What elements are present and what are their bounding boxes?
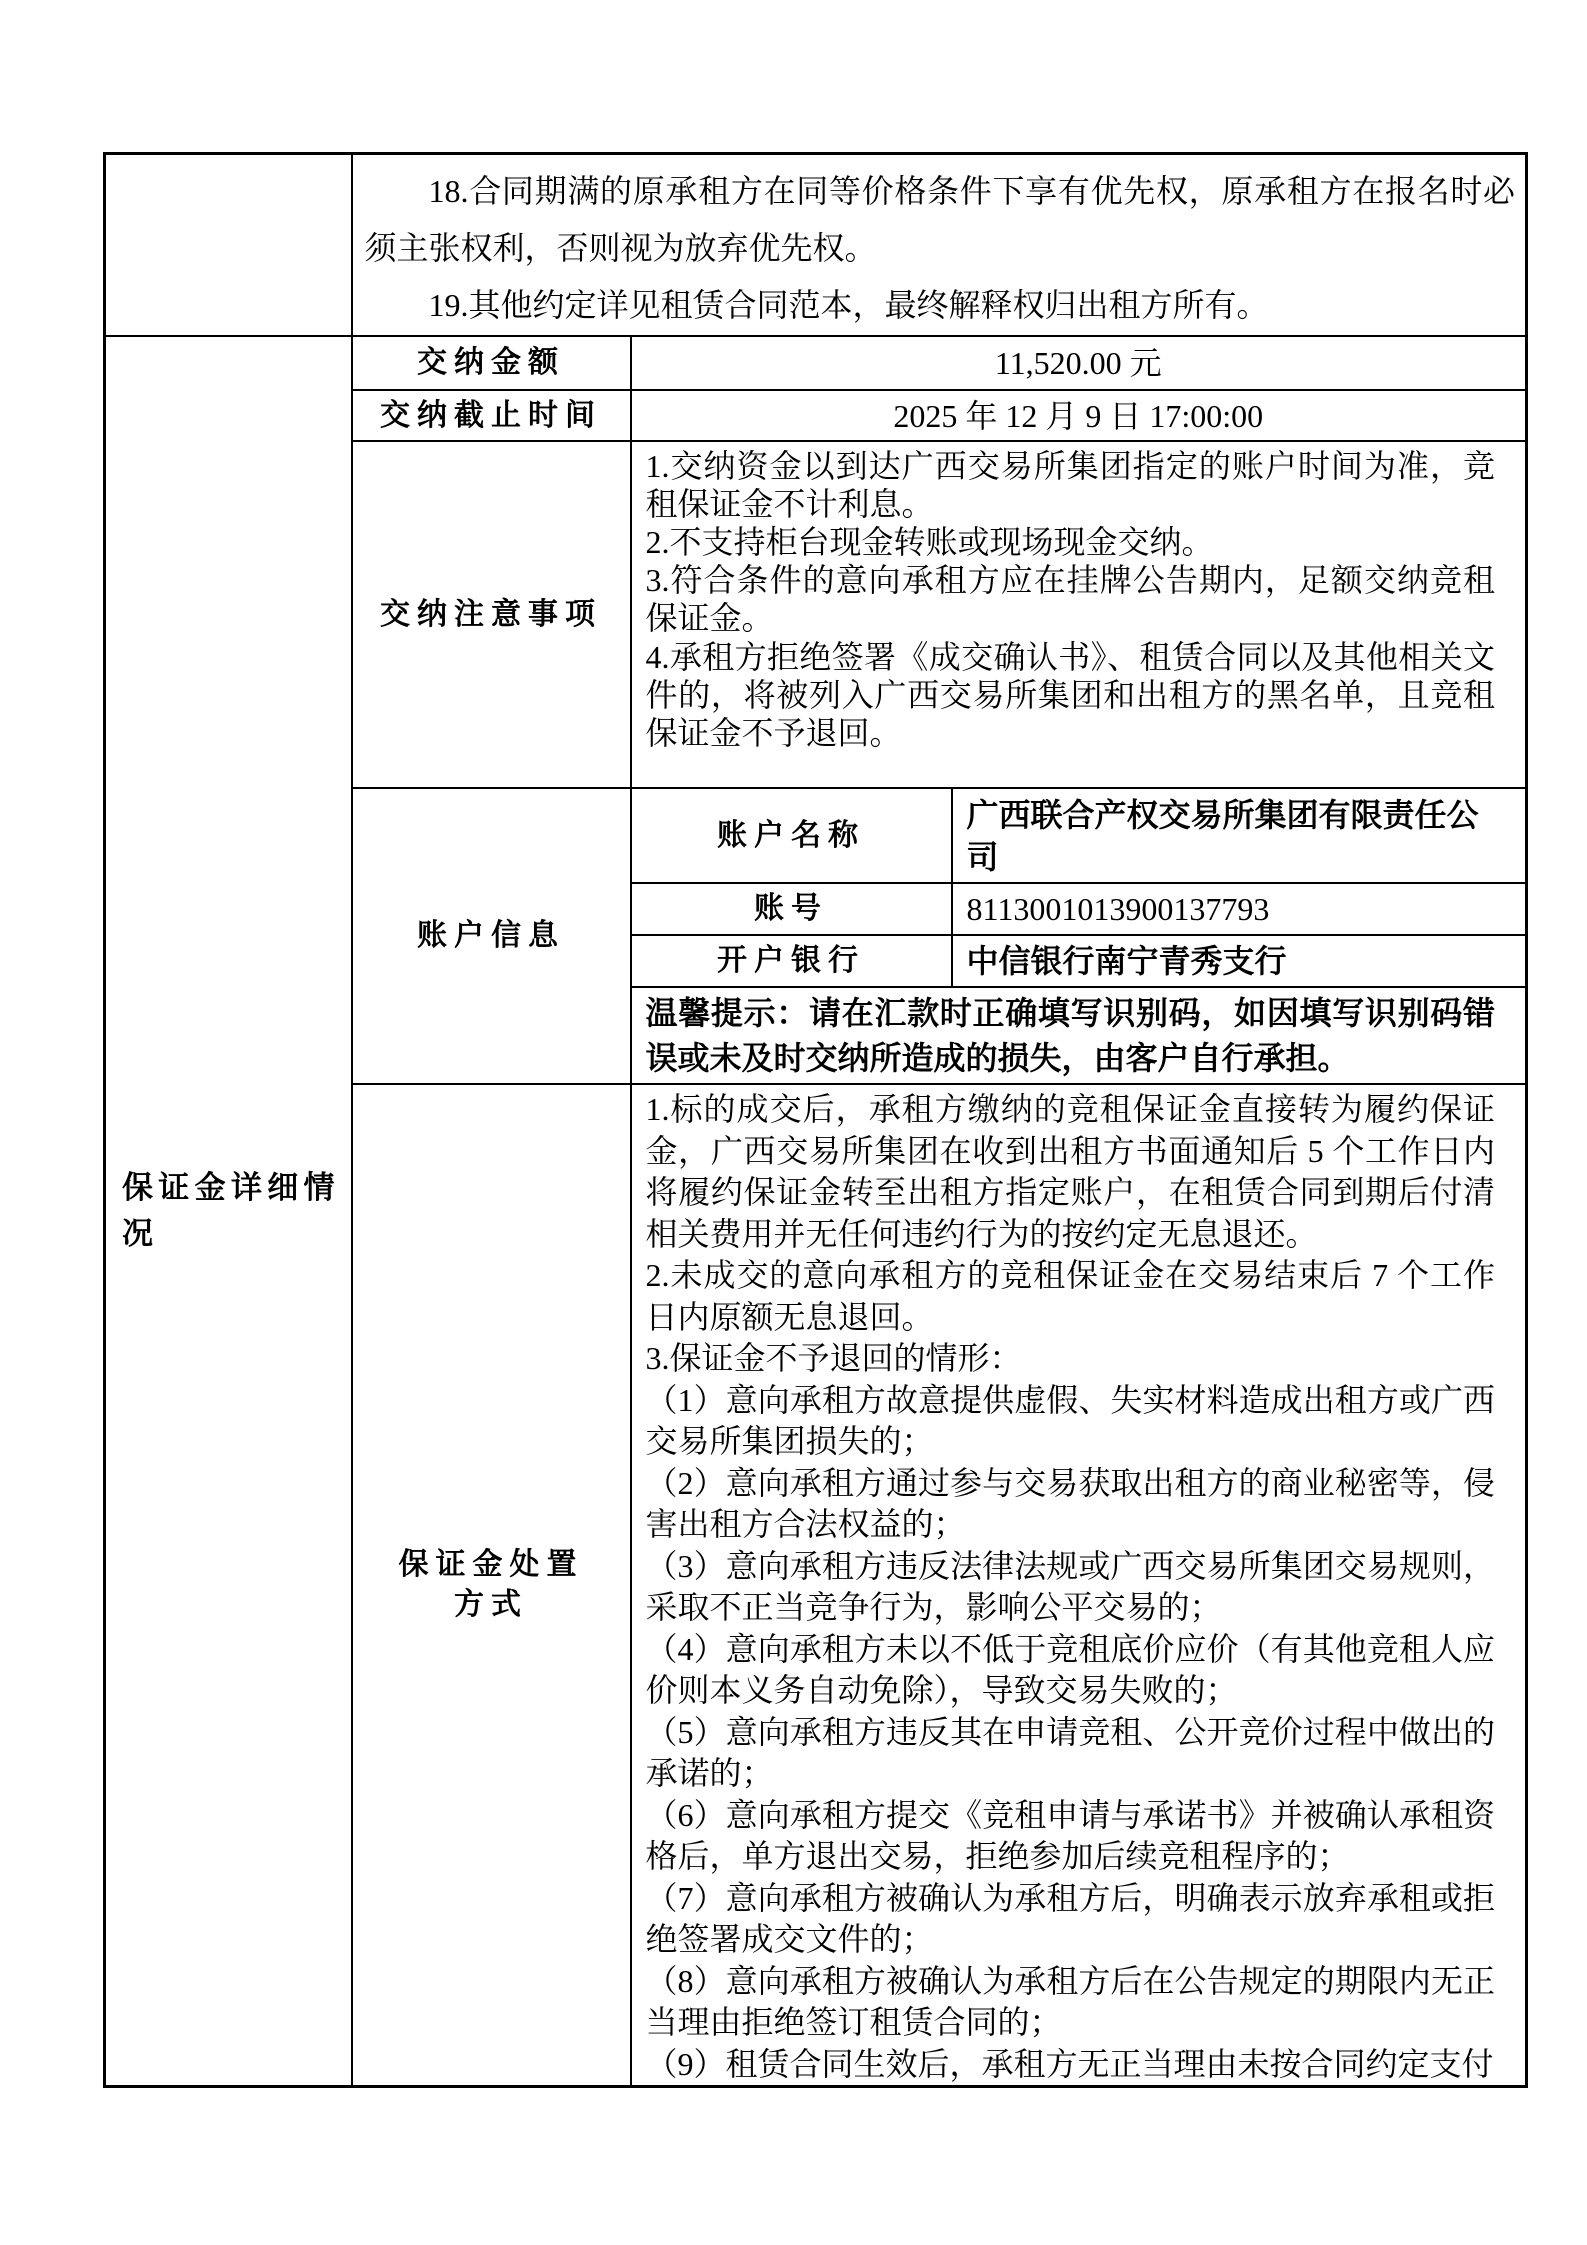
label-payment-deadline: 交纳截止时间: [352, 390, 631, 441]
label-payment-notes: 交纳注意事项: [352, 441, 631, 788]
paragraph: （6）意向承租方提交《竞租申请与承诺书》并被确认承租资格后，单方退出交易，拒绝参加后续竞租程序的；: [645, 1796, 1496, 1874]
empty-side-cell: [105, 154, 352, 337]
paragraph: 3.保证金不予退回的情形：: [645, 1340, 1022, 1376]
table-row-terms: [105, 154, 1527, 337]
paragraph: （9）租赁合同生效后，承租方无正当理由未按合同约定支付: [645, 2045, 1494, 2082]
deposit-disposal-paragraphs: [646, 1089, 1496, 2085]
paragraph: 3.符合条件的意向承租方应在挂牌公告期内，足额交纳竞租保证金。: [645, 562, 1496, 637]
payment-notes-cell: [631, 441, 1527, 788]
value-bank-name: 中信银行南宁青秀支行: [952, 935, 1527, 987]
value-account-name: 广西联合产权交易所集团有限责任公司: [952, 788, 1527, 883]
table-row-payment-amount: [105, 336, 1527, 390]
paragraph: （1）意向承租方故意提供虚假、失实材料造成出租方或广西交易所集团损失的；: [645, 1381, 1496, 1459]
label-account-number: 账号: [631, 883, 952, 935]
label-account-name: 账户名称: [631, 788, 952, 883]
deposit-details-table: [103, 152, 1528, 2088]
section-label-deposit-details: [105, 336, 352, 2087]
deposit-disposal-cell: [631, 1084, 1527, 2087]
paragraph: 1.交纳资金以到达广西交易所集团指定的账户时间为准，竞租保证金不计利息。: [645, 447, 1496, 522]
paragraph: （8）意向承租方被确认为承租方后在公告规定的期限内无正当理由拒绝签订租赁合同的；: [645, 1962, 1496, 2040]
value-payment-deadline: 2025 年 12 月 9 日 17:00:00: [631, 390, 1527, 441]
terms-paragraphs: [365, 163, 1516, 335]
label-deposit-disposal: [352, 1084, 631, 2087]
payment-notes-paragraphs: [646, 447, 1496, 787]
deposit-disposal-label-text: 保证金处置方式: [398, 1548, 584, 1621]
value-payment-amount: 11,520.00 元: [631, 336, 1527, 390]
paragraph: 2.未成交的意向承租方的竞租保证金在交易结束后 7 个工作日内原额无息退回。: [645, 1257, 1496, 1335]
paragraph: 4.承租方拒绝签署《成交确认书》、租赁合同以及其他相关文件的，将被列入广西交易所集团和出租方的黑名单，且竞租保证金不予退回。: [645, 638, 1496, 751]
paragraph: （3）意向承租方违反法律法规或广西交易所集团交易规则，采取不正当竞争行为，影响公平交易的；: [645, 1547, 1496, 1625]
section-label-text: 保证金详细情况: [122, 1170, 335, 1251]
terms-continuation-cell: [352, 154, 1527, 337]
paragraph: 18.合同期满的原承租方在同等价格条件下享有优先权，原承租方在报名时必须主张权利，否则视为放弃优先权。: [364, 173, 1516, 266]
label-account-info: 账户信息: [352, 788, 631, 1084]
paragraph: （7）意向承租方被确认为承租方后，明确表示放弃承租或拒绝签署成交文件的；: [645, 1879, 1496, 1957]
value-account-number: 8113001013900137793: [952, 883, 1527, 935]
paragraph: （4）意向承租方未以不低于竞租底价应价（有其他竞租人应价则本义务自动免除），导致交易失败的；: [645, 1630, 1496, 1708]
paragraph: （5）意向承租方违反其在申请竞租、公开竞价过程中做出的承诺的；: [645, 1713, 1496, 1791]
label-payment-amount: 交纳金额: [352, 336, 631, 390]
label-bank-name: 开户银行: [631, 935, 952, 987]
paragraph: 1.标的成交后，承租方缴纳的竞租保证金直接转为履约保证金，广西交易所集团在收到出租方书面通知后 5 个工作日内将履约保证金转至出租方指定账户，在租赁合同到期后付清相关费用并无任何违约行为的按约定无息退还。: [645, 1091, 1496, 1252]
account-tip-text: 温馨提示：请在汇款时正确填写识别码，如因填写识别码错误或未及时交纳所造成的损失，由客户自行承担。: [631, 987, 1527, 1084]
paragraph: （2）意向承租方通过参与交易获取出租方的商业秘密等，侵害出租方合法权益的；: [645, 1464, 1496, 1542]
paragraph: 19.其他约定详见租赁合同范本，最终解释权归出租方所有。: [428, 287, 1269, 323]
paragraph: 2.不支持柜台现金转账或现场现金交纳。: [645, 523, 1214, 560]
